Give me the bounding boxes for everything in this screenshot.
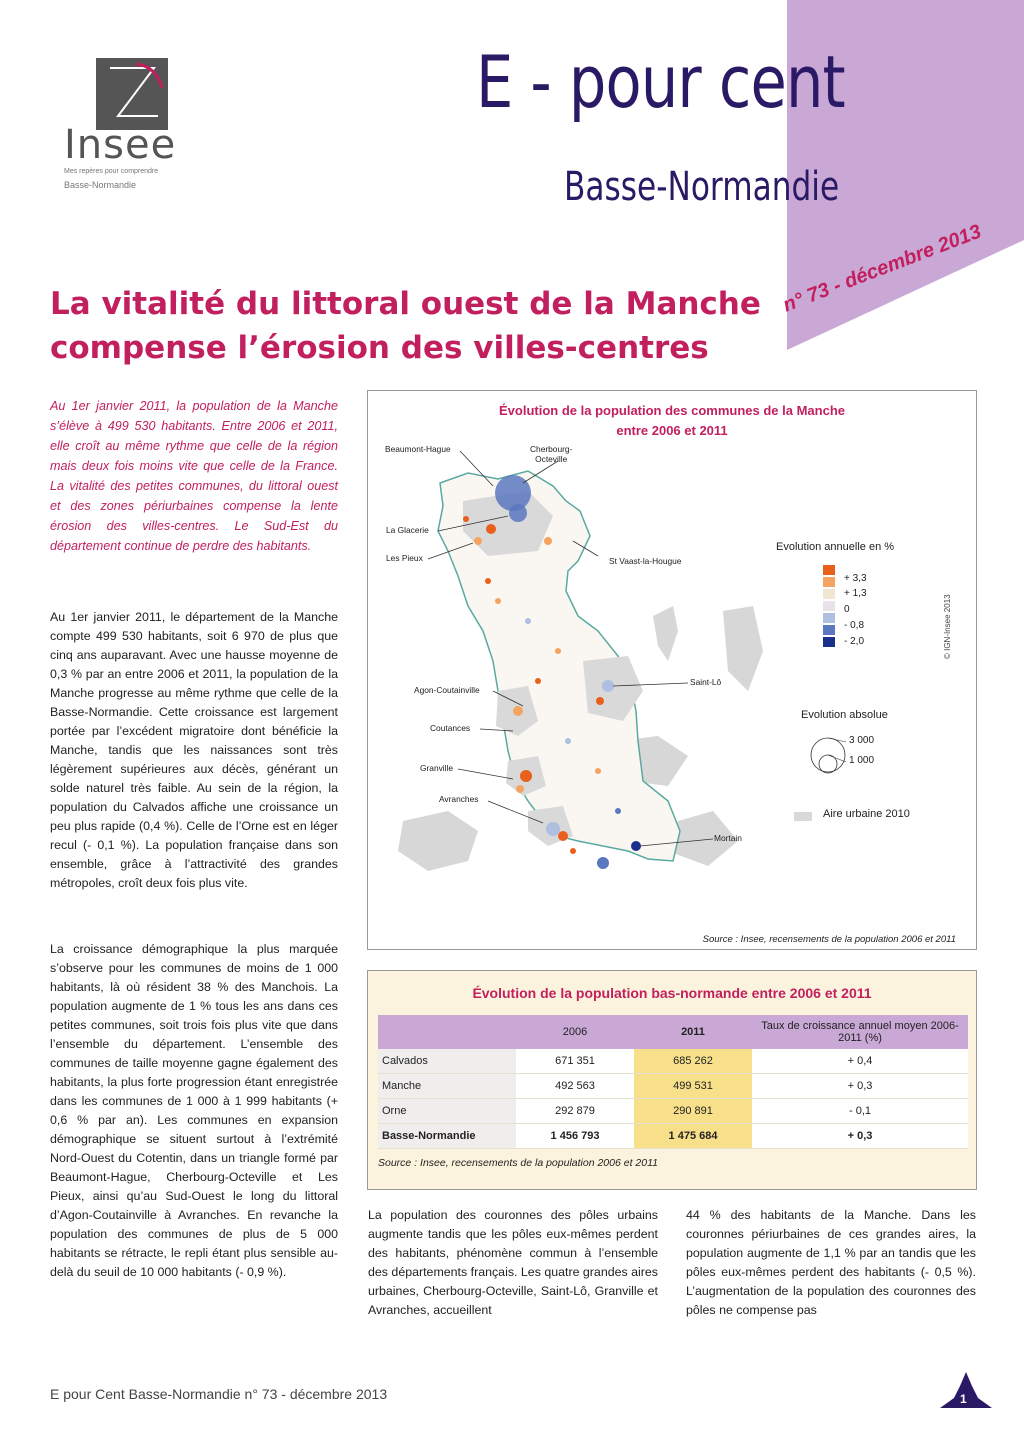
table-cell: + 0,4 bbox=[752, 1049, 968, 1074]
table-row bbox=[378, 1099, 968, 1124]
table-header-blank bbox=[378, 1015, 516, 1049]
headline-line-2: compense l’érosion des villes-centres bbox=[50, 330, 709, 366]
label-stvaast: St Vaast-la-Hougue bbox=[609, 556, 682, 566]
legend-title: Evolution annuelle en % bbox=[776, 541, 895, 553]
label-cherbourg bbox=[530, 444, 572, 464]
population-table bbox=[378, 1015, 968, 1149]
paragraph-text: La croissance démographique la plus marquée s’observe pour les communes de moins de 1 000 habitants, là où résident 38 % des Manchois. La population augmente de 1 % tous les ans dans ces petites communes, soit trois fois plus vite que dans l’ensemble du département. L’ensemble des communes de taille moyenne gagne également des habitants, la plus forte progression étant enregistrée dans les communes de 1 000 à 1 999 habitants (+ 0,6 % par an). Les communes en expansion démographique se situent surtout à l’extrémité Nord-Ouest du Cotentin, dans un triangle formé par Beaumont-Hague, Cherbourg-Octeville et Les Pieux, ainsi qu’au Sud-Ouest le long du littoral d’Agon-Coutainville à Avranches. En revanche la population des communes de plus de 5 000 habitants se rétracte, le repli étant plus sensible au-delà du seuil de 10 000 habitants (- 0,9 %). bbox=[50, 942, 338, 1279]
label-avranches: Avranches bbox=[439, 794, 479, 804]
table-cell: - 0,1 bbox=[752, 1099, 968, 1124]
label-granville: Granville bbox=[420, 763, 454, 773]
paragraph-text: Au 1er janvier 2011, le département de la Manche compte 499 530 habitants, soit 6 970 de plus que cinq ans auparavant. Avec une hausse moyenne de 0,3 % par an entre 2006 et 2011, la population de la Manche progresse au même rythme que celle de la Basse-Normandie. Cette croissance est largement portée par l’excédent migratoire dont bénéficie la Manche, tandis que les naissances sont très légèrement supérieures aux décès, générant un solde naturel très faible. Au sein de la région, la population du Calvados affiche une croissance un peu plus rapide (0,4 %). Celle de l’Orne est en léger recul (- 0,1 %). La population française dans son ensemble, grâce à l’attractivité des grandes métropoles, croît deux fois plus vite. bbox=[50, 610, 338, 890]
table-cell: 292 879 bbox=[516, 1099, 634, 1124]
label-mortain: Mortain bbox=[714, 833, 742, 843]
table-cell: + 0,3 bbox=[752, 1124, 968, 1149]
table-cell: 671 351 bbox=[516, 1049, 634, 1074]
table-cell: 290 891 bbox=[634, 1099, 752, 1124]
legend-value-4: - 0,8 bbox=[844, 620, 865, 631]
population-table-panel bbox=[367, 970, 977, 1190]
logo-text: Insee bbox=[64, 122, 177, 168]
table-cell: 499 531 bbox=[634, 1074, 752, 1099]
abs-legend-value-2: 1 000 bbox=[849, 755, 875, 766]
publication-region: Basse-Normandie bbox=[564, 164, 840, 210]
issue-number: n° 73 - décembre 2013 bbox=[780, 220, 985, 317]
legend-swatch bbox=[823, 601, 835, 611]
label-pieux: Les Pieux bbox=[386, 553, 423, 563]
manche-map bbox=[368, 391, 976, 949]
table-header-row bbox=[378, 1015, 968, 1049]
footer-text: E pour Cent Basse-Normandie n° 73 - décembre 2013 bbox=[50, 1386, 388, 1402]
label-saintlo: Saint-Lô bbox=[690, 677, 722, 687]
table-row-total bbox=[378, 1124, 968, 1149]
intro-paragraph: Au 1er janvier 2011, la population de la Manche s’élève à 499 530 habitants. Entre 2006 et 2011, elle croît au même rythme que celle de la région mais deux fois moins vite que celle de la France. La vitalité des petites communes, du littoral ouest et des zones périurbaines compense la lente érosion des villes-centres. Le Sud-Est du département continue de perdre des habitants. bbox=[50, 399, 338, 553]
table-cell: 492 563 bbox=[516, 1074, 634, 1099]
table-header-2011: 2011 bbox=[634, 1015, 752, 1049]
insee-logo bbox=[96, 58, 168, 130]
label-coutances: Coutances bbox=[430, 723, 471, 733]
legend-swatch bbox=[823, 565, 835, 575]
table-cell: Calvados bbox=[378, 1049, 516, 1074]
table-header-2006: 2006 bbox=[516, 1015, 634, 1049]
body-paragraph-2 bbox=[50, 940, 338, 1282]
label-agon: Agon-Coutainville bbox=[414, 685, 480, 695]
table-cell: 1 456 793 bbox=[516, 1124, 634, 1149]
table-header-rate: Taux de croissance annuel moyen 2006-2011 (%) bbox=[752, 1015, 968, 1049]
map-copyright: © IGN-Insee 2013 bbox=[943, 594, 952, 659]
legend-swatch bbox=[823, 577, 835, 587]
table-cell: Basse-Normandie bbox=[378, 1124, 516, 1149]
abs-legend-title: Evolution absolue bbox=[801, 709, 888, 721]
map-source: Source : Insee, recensements de la population 2006 et 2011 bbox=[702, 934, 956, 945]
label-glacerie: La Glacerie bbox=[386, 525, 429, 535]
logo-graphic-icon bbox=[96, 58, 168, 130]
table-row bbox=[378, 1074, 968, 1099]
table-cell: 1 475 684 bbox=[634, 1124, 752, 1149]
urban-area-label: Aire urbaine 2010 bbox=[823, 808, 910, 820]
table-cell: + 0,3 bbox=[752, 1074, 968, 1099]
legend-value-1: + 3,3 bbox=[844, 573, 867, 584]
label-cherbourg-line-2: Octeville bbox=[535, 454, 568, 464]
legend-value-2: + 1,3 bbox=[844, 588, 867, 599]
headline-line-1: La vitalité du littoral ouest de la Manche bbox=[50, 286, 761, 322]
page-number: 1 bbox=[960, 1392, 967, 1406]
legend-swatch bbox=[823, 625, 835, 635]
map-title-line-2: entre 2006 et 2011 bbox=[616, 423, 728, 438]
paragraph-text: 44 % des habitants de la Manche. Dans les couronnes périurbaines de ces grandes aires, la population augmente de 1,1 % par an tandis que les pôles eux-mêmes perdent des habitants (- 0,5 %). L’augmentation de la population des couronnes des pôles ne compense pas bbox=[686, 1208, 976, 1317]
logo-tagline: Mes repères pour comprendre bbox=[64, 168, 159, 175]
table-cell: Orne bbox=[378, 1099, 516, 1124]
publication-title: E - pour cent bbox=[476, 40, 845, 124]
map-title-line-1: Évolution de la population des communes de la Manche bbox=[499, 403, 845, 418]
legend-value-3: 0 bbox=[844, 604, 850, 615]
label-cherbourg-line-1: Cherbourg- bbox=[530, 444, 573, 454]
table-cell: 685 262 bbox=[634, 1049, 752, 1074]
legend-swatch bbox=[823, 637, 835, 647]
table-source: Source : Insee, recensements de la population 2006 et 2011 bbox=[378, 1157, 658, 1169]
abs-legend-value-1: 3 000 bbox=[849, 735, 875, 746]
legend-swatch bbox=[823, 589, 835, 599]
label-beaumont: Beaumont-Hague bbox=[385, 444, 451, 454]
table-row bbox=[378, 1049, 968, 1074]
legend-value-5: - 2,0 bbox=[844, 636, 865, 647]
body-paragraph-3 bbox=[368, 1206, 658, 1320]
headline bbox=[50, 282, 770, 370]
body-paragraph-4 bbox=[686, 1206, 976, 1320]
paragraph-text: La population des couronnes des pôles urbains augmente tandis que les pôles eux-mêmes perdent des habitants, phénomène commun à l’ensemble des départements français. Les quatre grandes aires urbaines, Cherbourg-Octeville, Saint-Lô, Granville et Avranches, accueillent bbox=[368, 1208, 658, 1317]
table-cell: Manche bbox=[378, 1074, 516, 1099]
urban-area-swatch bbox=[794, 812, 812, 821]
map-figure bbox=[367, 390, 977, 950]
body-paragraph-1 bbox=[50, 608, 338, 893]
legend-swatch bbox=[823, 613, 835, 623]
table-title: Évolution de la population bas-normande entre 2006 et 2011 bbox=[472, 985, 872, 1001]
logo-region: Basse-Normandie bbox=[64, 180, 137, 190]
